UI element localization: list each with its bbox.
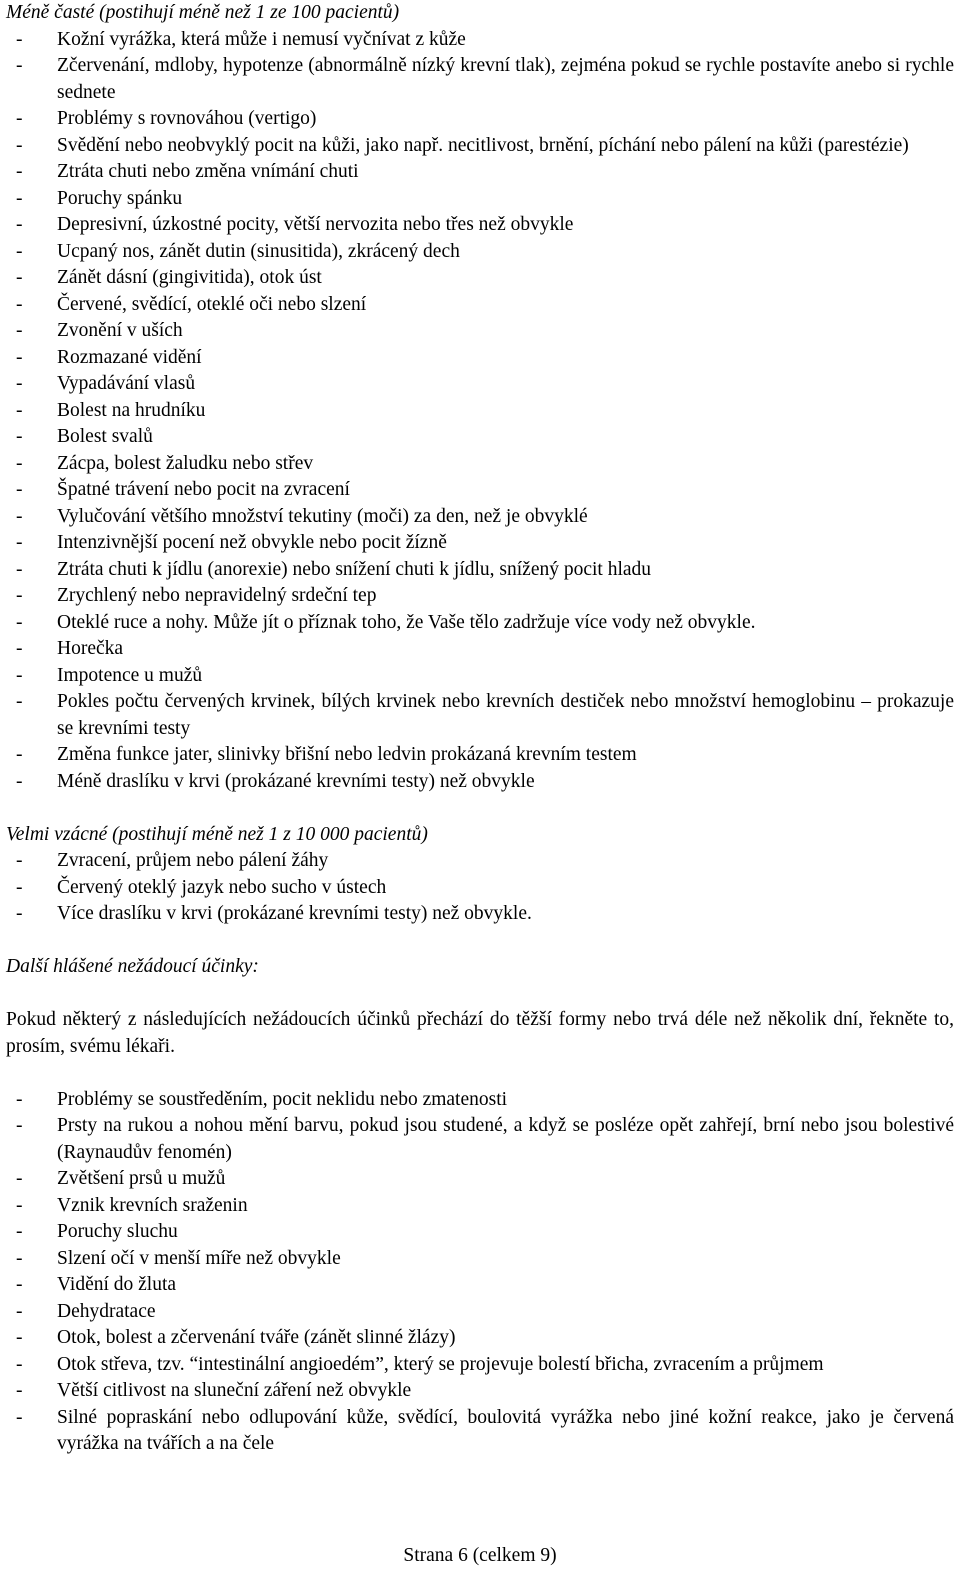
bullet-dash: - xyxy=(16,1274,23,1295)
list-other xyxy=(6,1087,954,1458)
list-item-text: Vylučování většího množství tekutiny (moči) za den, než je obvyklé xyxy=(57,505,588,527)
bullet-dash: - xyxy=(16,28,23,50)
list-item xyxy=(6,663,954,690)
list-item xyxy=(6,292,954,319)
bullet-dash: - xyxy=(16,55,23,76)
bullet-dash: - xyxy=(16,426,23,447)
list-item xyxy=(6,530,954,557)
list-item-text: Pokles počtu červených krvinek, bílých krvinek nebo krevních destiček nebo množství hemoglobinu – prokazuje se krevními testy xyxy=(57,691,954,739)
list-item-text: Vypadávání vlasů xyxy=(57,373,196,394)
list-item-text: Ucpaný nos, zánět dutin (sinusitida), zkrácený dech xyxy=(57,240,460,262)
bullet-dash: - xyxy=(16,1327,23,1348)
list-item xyxy=(6,1113,954,1166)
list-item xyxy=(6,901,954,928)
bullet-dash: - xyxy=(16,134,23,156)
list-item xyxy=(6,742,954,769)
bullet-dash: - xyxy=(16,611,23,633)
list-item-text: Zvonění v uších xyxy=(57,320,183,341)
list-item xyxy=(6,239,954,266)
list-item-text: Silné popraskání nebo odlupování kůže, svědící, boulovitá vyrážka nebo jiné kožní reakce, jako je červená vyrážka na tvářích a na čele xyxy=(57,1406,954,1454)
list-item-text: Vznik krevních sraženin xyxy=(57,1194,248,1216)
list-item xyxy=(6,848,954,875)
section-heading-uncommon: Méně časté (postihují méně než 1 ze 100 pacientů) xyxy=(6,2,400,23)
list-item xyxy=(6,1325,954,1352)
bullet-dash: - xyxy=(16,373,23,394)
list-item xyxy=(6,769,954,796)
bullet-dash: - xyxy=(16,770,23,792)
list-item-text: Horečka xyxy=(57,638,124,659)
list-item-text: Zvracení, průjem nebo pálení žáhy xyxy=(57,850,329,871)
list-item xyxy=(6,1166,954,1193)
list-item xyxy=(6,1246,954,1273)
list-item xyxy=(6,1299,954,1326)
document-page xyxy=(6,0,954,1458)
bullet-dash: - xyxy=(16,187,23,209)
list-item-text: Oteklé ruce a nohy. Může jít o příznak toho, že Vaše tělo zadržuje více vody než obvykle. xyxy=(57,611,756,633)
list-item-text: Rozmazané vidění xyxy=(57,346,202,368)
spacer xyxy=(6,1060,954,1087)
list-very-rare xyxy=(6,848,954,928)
list-item-text: Změna funkce jater, slinivky břišní nebo ledvin prokázaná krevním testem xyxy=(57,744,637,765)
bullet-dash: - xyxy=(16,903,23,924)
bullet-dash: - xyxy=(16,558,23,580)
bullet-dash: - xyxy=(16,1247,23,1269)
spacer xyxy=(6,928,954,955)
list-item-text: Červené, svědící, oteklé oči nebo slzení xyxy=(57,293,367,315)
bullet-dash: - xyxy=(16,505,23,527)
other-intro-paragraph: Pokud některý z následujících nežádoucích účinků přechází do těžší formy nebo trvá déle než několik dní, řekněte to, prosím, svému lékaři. xyxy=(6,1009,954,1057)
list-item-text: Špatné trávení nebo pocit na zvracení xyxy=(57,479,350,500)
list-item xyxy=(6,345,954,372)
list-item-text: Červený oteklý jazyk nebo sucho v ústech xyxy=(57,876,387,898)
list-item-text: Poruchy spánku xyxy=(57,187,183,209)
list-item xyxy=(6,133,954,160)
list-item xyxy=(6,1193,954,1220)
list-item xyxy=(6,583,954,610)
list-item xyxy=(6,265,954,292)
list-item-text: Depresivní, úzkostné pocity, větší nervozita nebo třes než obvykle xyxy=(57,214,574,235)
list-item xyxy=(6,424,954,451)
list-item xyxy=(6,53,954,106)
bullet-dash: - xyxy=(16,1088,23,1110)
list-item xyxy=(6,398,954,425)
bullet-dash: - xyxy=(16,532,23,553)
bullet-dash: - xyxy=(16,161,23,182)
bullet-dash: - xyxy=(16,214,23,235)
list-item-text: Kožní vyrážka, která může i nemusí vyčnívat z kůže xyxy=(57,28,466,50)
bullet-dash: - xyxy=(16,452,23,474)
list-item-text: Vidění do žluta xyxy=(57,1274,177,1295)
list-item xyxy=(6,186,954,213)
bullet-dash: - xyxy=(16,346,23,368)
bullet-dash: - xyxy=(16,1115,23,1136)
bullet-dash: - xyxy=(16,1406,23,1428)
bullet-dash: - xyxy=(16,479,23,500)
list-item-text: Problémy se soustředěním, pocit neklidu nebo zmatenosti xyxy=(57,1088,508,1110)
list-item xyxy=(6,371,954,398)
spacer xyxy=(6,795,954,822)
list-item-text: Slzení očí v menší míře než obvykle xyxy=(57,1247,341,1269)
bullet-dash: - xyxy=(16,638,23,659)
list-item xyxy=(6,689,954,742)
bullet-dash: - xyxy=(16,1300,23,1322)
bullet-dash: - xyxy=(16,876,23,898)
bullet-dash: - xyxy=(16,1194,23,1216)
bullet-dash: - xyxy=(16,240,23,262)
list-item-text: Zácpa, bolest žaludku nebo střev xyxy=(57,452,314,474)
list-item xyxy=(6,610,954,637)
bullet-dash: - xyxy=(16,267,23,288)
list-item xyxy=(6,636,954,663)
list-item xyxy=(6,106,954,133)
list-item-text: Ztráta chuti nebo změna vnímání chuti xyxy=(57,161,359,182)
list-item xyxy=(6,1272,954,1299)
bullet-dash: - xyxy=(16,850,23,871)
page-footer: Strana 6 (celkem 9) xyxy=(403,1545,557,1566)
list-item-text: Bolest svalů xyxy=(57,426,153,447)
list-item-text: Zánět dásní (gingivitida), otok úst xyxy=(57,267,322,288)
list-item-text: Impotence u mužů xyxy=(57,664,203,686)
bullet-dash: - xyxy=(16,1221,23,1242)
bullet-dash: - xyxy=(16,108,23,129)
list-item xyxy=(6,1378,954,1405)
section-heading-very-rare: Velmi vzácné (postihují méně než 1 z 10 000 pacientů) xyxy=(6,823,428,845)
list-item-text: Prsty na rukou a nohou mění barvu, pokud jsou studené, a když se posléze opět zahřejí, brní nebo jsou bolestivé (Raynaudův fenomén) xyxy=(57,1115,954,1163)
list-item-text: Zrychlený nebo nepravidelný srdeční tep xyxy=(57,585,377,606)
list-item xyxy=(6,875,954,902)
list-item xyxy=(6,1352,954,1379)
bullet-dash: - xyxy=(16,744,23,765)
bullet-dash: - xyxy=(16,585,23,606)
list-item xyxy=(6,27,954,54)
list-item-text: Dehydratace xyxy=(57,1300,156,1322)
list-item xyxy=(6,1087,954,1114)
list-item-text: Svědění nebo neobvyklý pocit na kůži, jako např. necitlivost, brnění, píchání nebo pálení na kůži (parestézie) xyxy=(57,134,909,156)
list-item xyxy=(6,477,954,504)
list-item xyxy=(6,1405,954,1458)
bullet-dash: - xyxy=(16,1380,23,1401)
list-item xyxy=(6,159,954,186)
list-item-text: Bolest na hrudníku xyxy=(57,399,206,421)
bullet-dash: - xyxy=(16,320,23,341)
list-item xyxy=(6,557,954,584)
list-item-text: Větší citlivost na sluneční záření než obvykle xyxy=(57,1380,412,1401)
bullet-dash: - xyxy=(16,399,23,421)
bullet-dash: - xyxy=(16,1168,23,1189)
list-uncommon xyxy=(6,27,954,796)
section-heading-other: Další hlášené nežádoucí účinky: xyxy=(6,956,259,977)
list-item xyxy=(6,1219,954,1246)
list-item xyxy=(6,451,954,478)
list-item xyxy=(6,318,954,345)
list-item-text: Zčervenání, mdloby, hypotenze (abnormálně nízký krevní tlak), zejména pokud se rychle postavíte anebo si rychle sednete xyxy=(57,55,954,103)
list-item-text: Intenzivnější pocení než obvykle nebo pocit žízně xyxy=(57,532,447,553)
bullet-dash: - xyxy=(16,293,23,315)
list-item xyxy=(6,212,954,239)
list-item-text: Poruchy sluchu xyxy=(57,1221,178,1242)
list-item-text: Otok střeva, tzv. “intestinální angioedém”, který se projevuje bolestí břicha, zvracením a průjmem xyxy=(57,1353,824,1375)
list-item-text: Zvětšení prsů u mužů xyxy=(57,1168,226,1189)
list-item xyxy=(6,504,954,531)
spacer xyxy=(6,981,954,1008)
list-item-text: Problémy s rovnováhou (vertigo) xyxy=(57,108,317,129)
list-item-text: Více draslíku v krvi (prokázané krevními testy) než obvykle. xyxy=(57,903,532,924)
bullet-dash: - xyxy=(16,691,23,712)
list-item-text: Ztráta chuti k jídlu (anorexie) nebo snížení chuti k jídlu, snížený pocit hladu xyxy=(57,558,652,580)
bullet-dash: - xyxy=(16,664,23,686)
bullet-dash: - xyxy=(16,1353,23,1375)
list-item-text: Méně draslíku v krvi (prokázané krevními testy) než obvykle xyxy=(57,770,535,792)
list-item-text: Otok, bolest a zčervenání tváře (zánět slinné žlázy) xyxy=(57,1327,456,1348)
